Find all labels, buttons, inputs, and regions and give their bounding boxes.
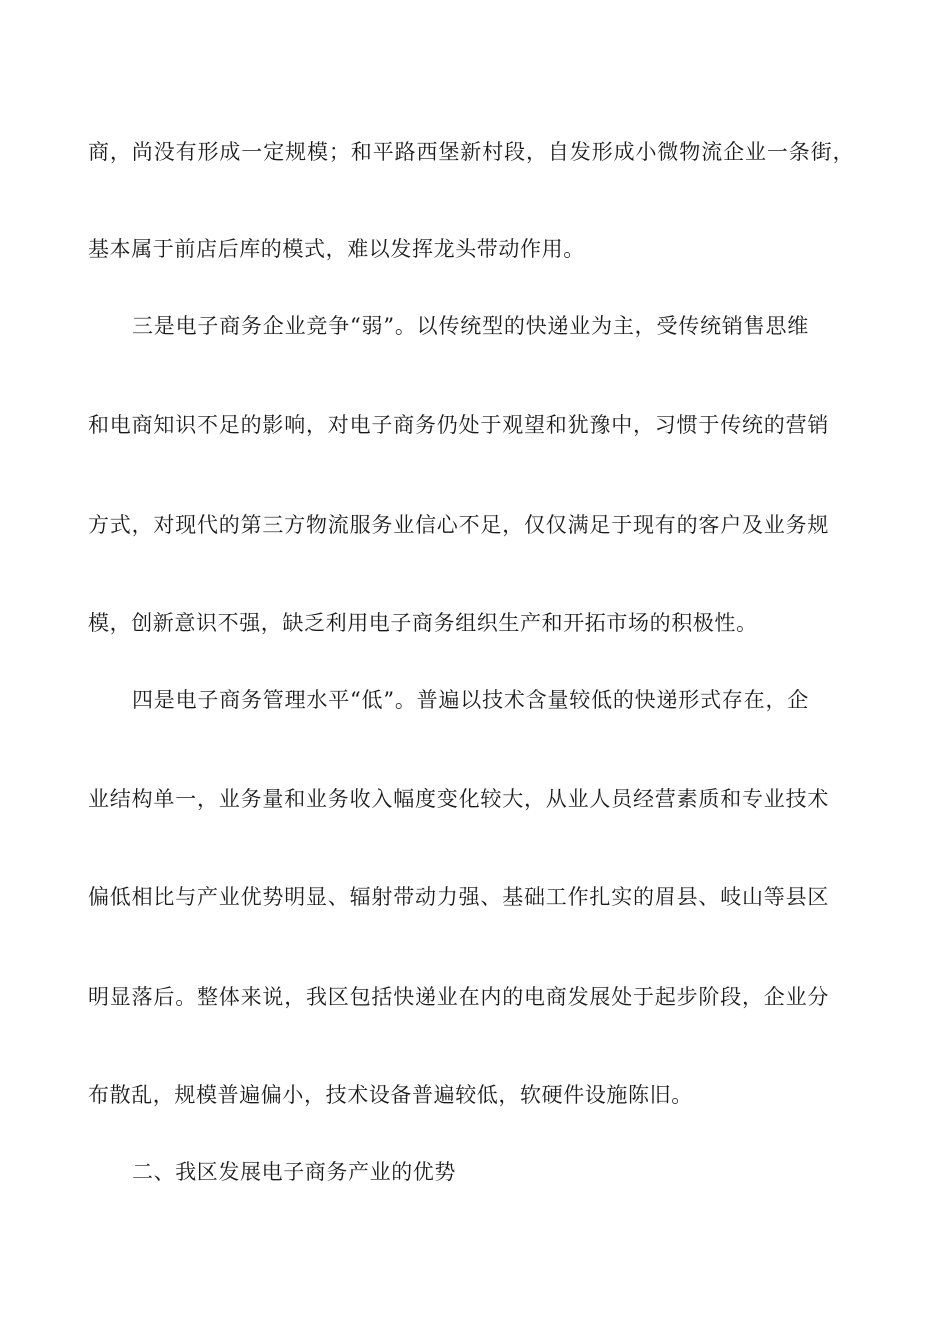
- paragraph-three-last-line: 模，创新意识不强，缺乏利用电子商务组织生产和开拓市场的积极性。: [88, 611, 758, 635]
- section-heading: 二、我区发展电子商务产业的优势: [132, 1160, 456, 1184]
- paragraph-three-first-line: 三是电子商务企业竞争“弱”。以传统型的快递业为主，受传统销售思维: [132, 314, 810, 338]
- paragraph-four-last-line: 布散乱，规模普遍偏小，技术设备普遍较低，软硬件设施陈旧。: [88, 1083, 693, 1107]
- paragraph-line-continuation: 商，尚没有形成一定规模；和平路西堡新村段，自发形成小微物流企业一条街，: [88, 140, 855, 164]
- paragraph-four-line: 偏低相比与产业优势明显、辐射带动力强、基础工作扎实的眉县、岐山等县区: [88, 885, 830, 909]
- paragraph-line-end: 基本属于前店后库的模式，难以发挥龙头带动作用。: [88, 237, 585, 261]
- paragraph-four-line: 业结构单一，业务量和业务收入幅度变化较大，从业人员经营素质和专业技术: [88, 787, 830, 811]
- paragraph-three-line: 方式，对现代的第三方物流服务业信心不足，仅仅满足于现有的客户及业务规: [88, 513, 830, 537]
- paragraph-four-line: 明显落后。整体来说，我区包括快递业在内的电商发展处于起步阶段，企业分: [88, 985, 830, 1009]
- paragraph-four-first-line: 四是电子商务管理水平“低”。普遍以技术含量较低的快递形式存在，企: [132, 688, 810, 712]
- paragraph-three-line: 和电商知识不足的影响，对电子商务仍处于观望和犹豫中，习惯于传统的营销: [88, 413, 830, 437]
